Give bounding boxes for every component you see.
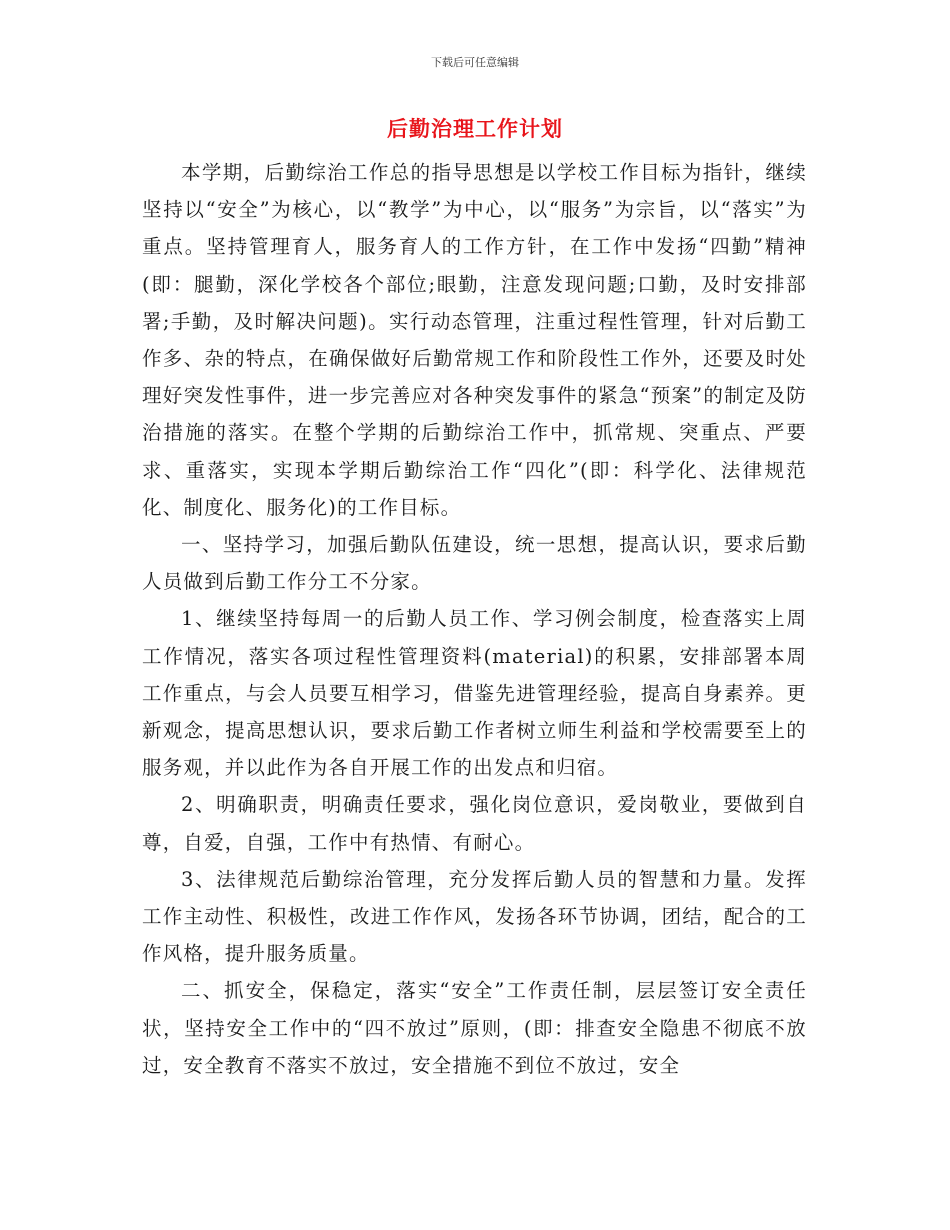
paragraph-intro: 本学期，后勤综治工作总的指导思想是以学校工作目标为指针，继续坚持以“安全”为核心，以“教学”为中心，以“服务”为宗旨，以“落实”为重点。坚持管理育人，服务育人的工作方针，在工作中发扬“四勤”精神(即：腿勤，深化学校各个部位;眼勤，注意发现问题;口勤，及时安排部署;手勤，及时解决问题)。实行动态管理，注重过程性管理，针对后勤工作多、杂的特点，在确保做好后勤常规工作和阶段性工作外，还要及时处理好突发性事件，进一步完善应对各种突发事件的紧急“预案”的制定及防治措施的落实。在整个学期的后勤综治工作中，抓常规、突重点、严要求、重落实，实现本学期后勤综治工作“四化”(即：科学化、法律规范化、制度化、服务化)的工作目标。 (142, 161, 807, 519)
paragraph-item-2: 2、明确职责，明确责任要求，强化岗位意识，爱岗敬业，要做到自尊，自爱，自强，工作中有热情、有耐心。 (142, 793, 807, 854)
paragraph-section-1: 一、坚持学习，加强后勤队伍建设，统一思想，提高认识，要求后勤人员做到后勤工作分工不分家。 (142, 533, 807, 594)
paragraph-section-2: 二、抓安全，保稳定，落实“安全”工作责任制，层层签订安全责任状，坚持安全工作中的“四不放过”原则，(即：排查安全隐患不彻底不放过，安全教育不落实不放过，安全措施不到位不放过，安全 (142, 979, 807, 1077)
paragraph-item-3: 3、法律规范后勤综治管理，充分发挥后勤人员的智慧和力量。发挥工作主动性、积极性，改进工作作风，发扬各环节协调，团结，配合的工作风格，提升服务质量。 (142, 867, 807, 966)
paragraph-item-1: 1、继续坚持每周一的后勤人员工作、学习例会制度，检查落实上周工作情况，落实各项过程性管理资料(material)的积累，安排部署本周工作重点，与会人员要互相学习，借鉴先进管理经验，提高自身素养。更新观念，提高思想认识，要求后勤工作者树立师生利益和学校需要至上的服务观，并以此作为各自开展工作的出发点和归宿。 (142, 607, 807, 780)
page-header-note: 下载后可任意编辑 (431, 56, 519, 69)
document-title: 后勤治理工作计划 (387, 117, 563, 141)
document-body (142, 154, 807, 1084)
